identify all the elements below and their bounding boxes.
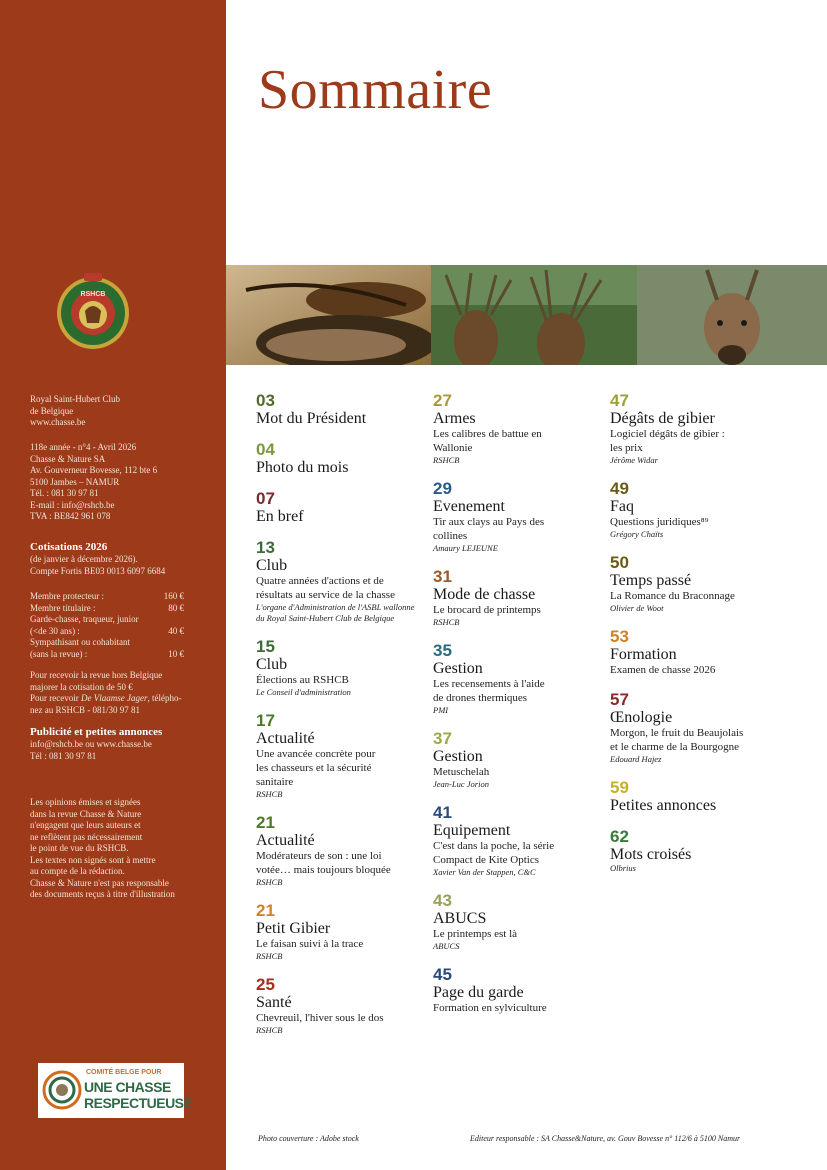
fee-value: 10 € <box>168 648 184 659</box>
club-line: Royal Saint-Hubert Club <box>30 394 120 404</box>
section-author: Edouard Hajez <box>610 754 662 764</box>
toc-entry[interactable] <box>433 568 598 628</box>
disclaimer-line: n'engagent que leurs auteurs et <box>30 820 141 830</box>
fee-label: Sympathisant ou cohabitant <box>30 637 130 647</box>
toc-entry[interactable] <box>256 712 421 800</box>
page-number: 27 <box>433 391 452 410</box>
page-number: 50 <box>610 553 629 572</box>
fee-label: Membre protecteur : <box>30 591 104 601</box>
page-title: Sommaire <box>258 59 493 121</box>
section-author: RSHCB <box>433 617 460 627</box>
disclaimer-line: Chasse & Nature n'est pas responsable <box>30 877 169 888</box>
page-number: 04 <box>256 440 275 459</box>
section-description: Wallonie <box>433 442 473 454</box>
foreign-line: Pour recevoir la revue hors Belgique <box>30 670 163 680</box>
photo-credit: Photo couverture : Adobe stock <box>258 1134 359 1143</box>
cotisations-title: Cotisations 2026 <box>30 541 108 553</box>
section-description: C'est dans la poche, la série <box>433 840 555 852</box>
section-description: Une avancée concrète pour <box>256 748 376 760</box>
fee-row <box>30 637 184 649</box>
toc-entry[interactable] <box>256 902 421 962</box>
pub-line: info@rshcb.be ou www.chasse.be <box>30 739 152 749</box>
section-author: Xavier Van der Stappen, C&C <box>433 867 536 877</box>
toc-entry[interactable] <box>610 828 775 874</box>
disclaimer-line: au compte de la rédaction. <box>30 866 125 876</box>
disclaimer-line: dans la revue Chasse & Nature <box>30 808 142 819</box>
cotisation-line: Compte Fortis BE03 0013 6097 6684 <box>30 565 166 576</box>
rshcb-logo <box>53 271 133 351</box>
toc-entry[interactable] <box>610 392 775 466</box>
toc-entry[interactable] <box>433 966 598 1015</box>
disclaimer-line: Les textes non signés sont à mettre <box>30 854 156 865</box>
issue-line: 118e année - n°4 - Avril 2026 <box>30 442 137 452</box>
toc-column-3 <box>610 392 775 888</box>
section-description: Tir aux clays au Pays des <box>433 516 545 528</box>
fee-label: (sans la revue) : <box>30 648 88 659</box>
cotisations <box>30 541 210 577</box>
vlaamse-line: Pour recevoir De Vlaamse Jager, télépho- <box>30 693 182 703</box>
chasse-respectueuse-badge <box>38 1063 193 1118</box>
section-title: Gestion <box>433 748 483 765</box>
page-number: 35 <box>433 641 452 660</box>
toc-entry[interactable] <box>433 730 598 790</box>
pheasant-photo <box>226 265 431 365</box>
section-description: Metuschelah <box>433 766 490 778</box>
page-number: 13 <box>256 538 275 557</box>
toc-column-1 <box>256 392 421 1050</box>
disclaimer-line: le point de vue du RSHCB. <box>30 843 129 853</box>
page-number: 07 <box>256 489 275 508</box>
page-number: 15 <box>256 637 275 656</box>
foreign-info <box>30 670 210 716</box>
issue-line: TVA : BE842 961 078 <box>30 511 111 521</box>
section-description: Le printemps est là <box>433 928 518 940</box>
section-description: Quatre années d'actions et de <box>256 575 384 587</box>
section-description: de drones thermiques <box>433 692 528 704</box>
fee-label: (<de 30 ans) : <box>30 625 80 636</box>
section-description: Formation en sylviculture <box>433 1002 547 1014</box>
section-description: les chasseurs et la sécurité <box>256 762 372 774</box>
fee-row <box>30 614 184 626</box>
toc-entry[interactable] <box>610 480 775 540</box>
section-title: Œnologie <box>610 709 673 726</box>
section-description: Compact de Kite Optics <box>433 854 540 866</box>
section-description: votée… mais toujours bloquée <box>256 864 391 876</box>
toc-entry[interactable] <box>256 490 421 525</box>
section-description: Questions juridiques⁸⁹ <box>610 516 709 528</box>
page-number: 49 <box>610 479 629 498</box>
fee-row <box>30 603 184 615</box>
section-description: Le faisan suivi à la trace <box>256 938 364 950</box>
page-number: 17 <box>256 711 275 730</box>
section-author: Le Conseil d'administration <box>256 687 351 697</box>
deer-photo <box>431 265 637 365</box>
page-number: 31 <box>433 567 452 586</box>
section-title: Faq <box>610 498 634 515</box>
section-title: Club <box>256 557 288 574</box>
section-title: Photo du mois <box>256 459 349 476</box>
section-title: Formation <box>610 646 677 663</box>
page-number: 21 <box>256 813 275 832</box>
club-line: de Belgique <box>30 405 74 416</box>
page-number: 47 <box>610 391 629 410</box>
toc-column-2 <box>433 392 598 1029</box>
pub-title: Publicité et petites annonces <box>30 726 163 738</box>
fee-row <box>30 649 184 661</box>
section-description: Examen de chasse 2026 <box>610 664 716 676</box>
toc-entry[interactable] <box>433 804 598 878</box>
page-number: 43 <box>433 891 452 910</box>
section-description: Morgon, le fruit du Beaujolais <box>610 727 744 739</box>
toc-entry[interactable] <box>256 441 421 476</box>
section-description: Chevreuil, l'hiver sous le dos <box>256 1012 384 1024</box>
toc-entry[interactable] <box>256 976 421 1036</box>
section-title: Gestion <box>433 660 483 677</box>
section-title: Armes <box>433 410 476 427</box>
sidebar <box>0 0 226 1170</box>
toc-entry[interactable] <box>256 638 421 698</box>
section-title: Club <box>256 656 288 673</box>
section-title: Mot du Président <box>256 410 367 427</box>
section-author: RSHCB <box>256 951 283 961</box>
issue-line: 5100 Jambes – NAMUR <box>30 476 120 487</box>
issue-line: Av. Gouverneur Bovesse, 112 bte 6 <box>30 465 158 475</box>
section-author: Olivier de Woot <box>610 603 664 613</box>
badge-line-2: UNE CHASSE <box>84 1079 171 1095</box>
page-number: 21 <box>256 901 275 920</box>
club-info <box>30 394 210 429</box>
section-title: Petites annonces <box>610 797 717 814</box>
fee-list <box>30 591 210 660</box>
fee-label: Garde-chasse, traqueur, junior <box>30 614 139 624</box>
section-author: Grégory Chaïts <box>610 529 664 539</box>
logo-text: RSHCB <box>80 291 106 298</box>
disclaimer-line: des documents reçus à titre d'illustration <box>30 889 175 899</box>
toc-entry[interactable] <box>610 554 775 614</box>
disclaimer <box>30 797 210 901</box>
section-description: résultats au service de la chasse <box>256 589 395 601</box>
section-description: Modérateurs de son : une loi <box>256 850 382 862</box>
section-description: les prix <box>610 442 643 454</box>
disclaimer-line: ne reflètent pas nécessairement <box>30 831 143 842</box>
section-author: RSHCB <box>256 877 283 887</box>
badge-line-1: COMITÉ BELGE POUR <box>86 1069 162 1076</box>
section-description: Logiciel dégâts de gibier : <box>610 428 725 440</box>
editor-note: Editeur responsable : SA Chasse&Nature, av. Gouv Bovesse n° 112/6 à 5100 Namur <box>470 1134 741 1143</box>
toc-entry[interactable] <box>610 779 775 814</box>
photo-strip <box>226 265 827 365</box>
section-description: Élections au RSHCB <box>256 674 349 686</box>
section-title: Evenement <box>433 498 505 515</box>
fee-value: 80 € <box>168 602 184 613</box>
issue-line: Chasse & Nature SA <box>30 453 106 464</box>
section-author: PMI <box>433 705 449 715</box>
section-title: Actualité <box>256 730 315 747</box>
pub-info <box>30 726 210 762</box>
fee-row <box>30 626 184 638</box>
pub-line: Tél : 081 30 97 81 <box>30 750 97 761</box>
page-number: 41 <box>433 803 452 822</box>
section-author: ABUCS <box>433 941 460 951</box>
section-author: Olbrius <box>610 863 636 873</box>
section-title: Santé <box>256 994 292 1011</box>
foreign-line: majorer la cotisation de 50 € <box>30 681 133 692</box>
section-title: Petit Gibier <box>256 920 331 937</box>
section-title: En bref <box>256 508 304 525</box>
section-title: Temps passé <box>610 572 692 589</box>
fee-label: Membre titulaire : <box>30 602 96 613</box>
toc-entry[interactable] <box>433 642 598 716</box>
toc-entry[interactable] <box>433 480 598 554</box>
toc-entry[interactable] <box>256 539 421 624</box>
page-number: 25 <box>256 975 275 994</box>
roe-deer-photo <box>637 265 827 365</box>
section-description: sanitaire <box>256 776 294 788</box>
vlaamse-line-2: nez au RSHCB - 081/30 97 81 <box>30 704 140 715</box>
section-description: Les calibres de battue en <box>433 428 542 440</box>
section-author: L'organe d'Administration de l'ASBL wallonne du Royal Saint-Hubert Club de Belgique <box>256 602 415 623</box>
section-title: Page du garde <box>433 984 524 1001</box>
fee-row <box>30 591 184 603</box>
section-description: Les recensements à l'aide <box>433 678 545 690</box>
section-title: Mots croisés <box>610 846 692 863</box>
issue-line: E-mail : info@rshcb.be <box>30 499 115 510</box>
issue-info <box>30 442 210 523</box>
section-description: et le charme de la Bourgogne <box>610 741 739 753</box>
page-number: 03 <box>256 391 275 410</box>
page-number: 37 <box>433 729 452 748</box>
disclaimer-line: Les opinions émises et signées <box>30 797 141 807</box>
section-description: La Romance du Braconnage <box>610 590 735 602</box>
toc-entry[interactable] <box>433 892 598 952</box>
page-number: 29 <box>433 479 452 498</box>
section-title: ABUCS <box>433 910 487 927</box>
club-line: www.chasse.be <box>30 417 86 427</box>
toc-entry[interactable] <box>610 628 775 677</box>
page-number: 57 <box>610 690 629 709</box>
section-title: Dégâts de gibier <box>610 410 715 427</box>
fee-value: 40 € <box>168 625 184 636</box>
section-title: Actualité <box>256 832 315 849</box>
badge-line-3: RESPECTUEUSE <box>84 1095 193 1111</box>
badge-emblem-icon <box>42 1068 82 1113</box>
section-author: RSHCB <box>256 1025 283 1035</box>
section-title: Equipement <box>433 822 511 839</box>
issue-line: Tél. : 081 30 97 81 <box>30 488 99 498</box>
section-author: RSHCB <box>433 455 460 465</box>
page-number: 45 <box>433 965 452 984</box>
section-title: Mode de chasse <box>433 586 536 603</box>
section-author: RSHCB <box>256 789 283 799</box>
fee-value: 160 € <box>163 591 184 601</box>
section-author: Amaury LEJEUNE <box>433 543 498 553</box>
toc-entry[interactable] <box>256 392 421 427</box>
section-author: Jérôme Widar <box>610 455 658 465</box>
section-description: Le brocard de printemps <box>433 604 541 616</box>
section-author: Jean-Luc Jorion <box>433 779 489 789</box>
toc-entry[interactable] <box>433 392 598 466</box>
page-number: 62 <box>610 827 629 846</box>
toc-entry[interactable] <box>256 814 421 888</box>
section-description: collines <box>433 530 468 542</box>
cotisation-line: (de janvier à décembre 2026). <box>30 554 138 564</box>
page-number: 59 <box>610 778 629 797</box>
page-number: 53 <box>610 627 629 646</box>
toc-entry[interactable] <box>610 691 775 765</box>
